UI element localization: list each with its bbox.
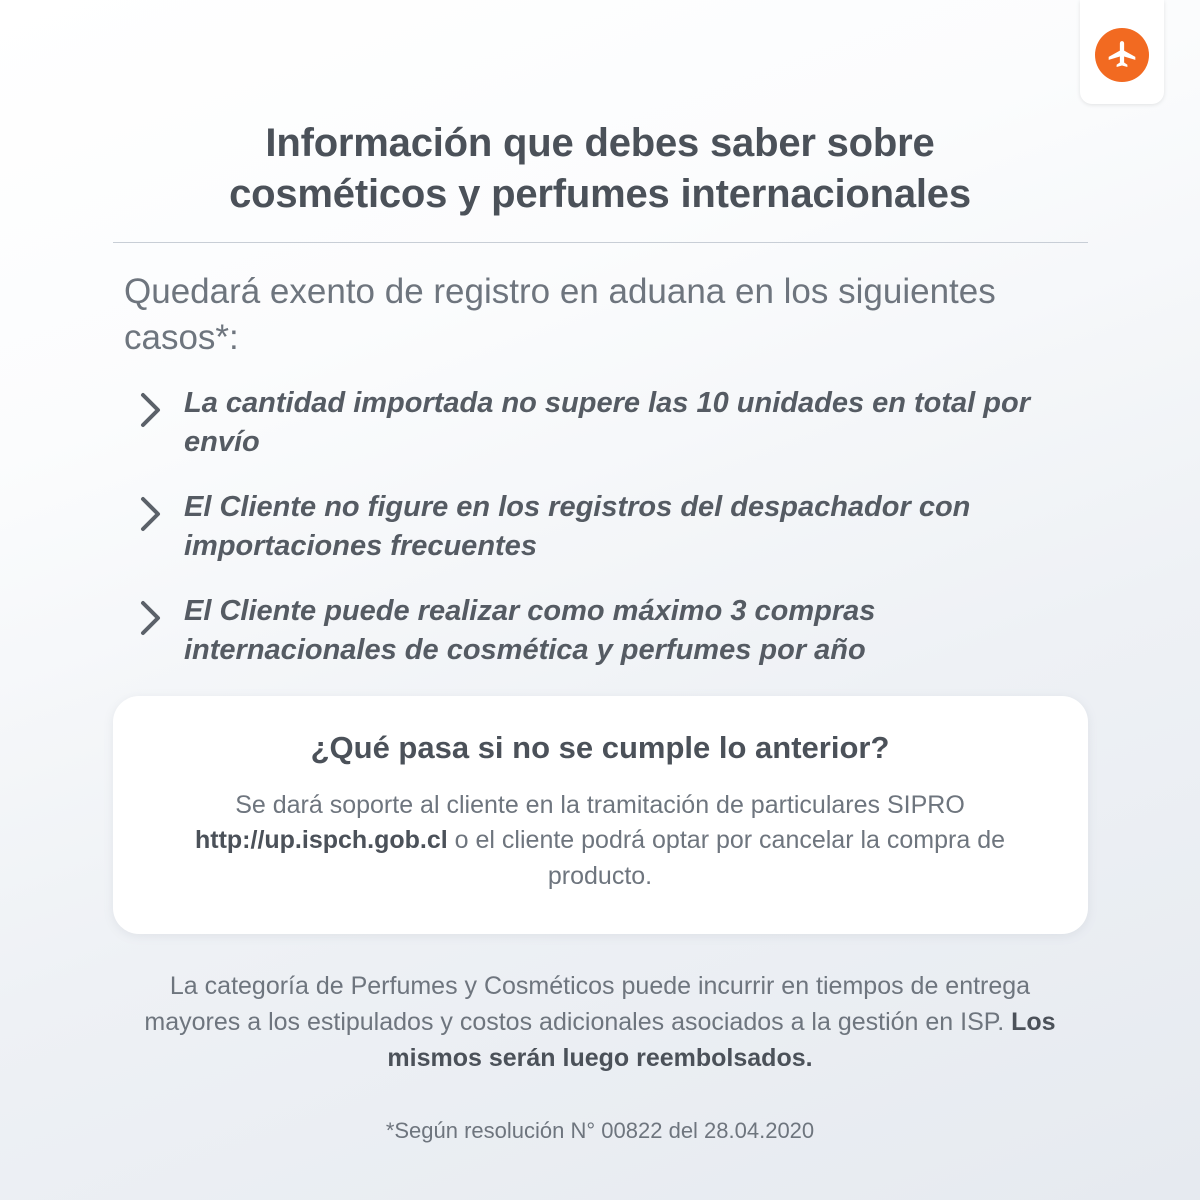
info-card-title: ¿Qué pasa si no se cumple lo anterior? — [310, 729, 890, 765]
intro-text: Quedará exento de registro en aduana en los siguientes casos*: — [124, 272, 996, 357]
disclaimer-note-bold: Los mismos serán luego reembolsados. — [387, 1008, 1056, 1073]
info-card-text-after: o el cliente podrá optar por cancelar la compra de producto. — [447, 826, 1005, 890]
list-item — [138, 592, 1088, 670]
chevron-right-icon — [138, 488, 184, 534]
page-title — [112, 0, 1088, 220]
list-item-label: La cantidad importada no supere las 10 unidades en total por envío — [184, 387, 1031, 459]
list-item-label: El Cliente no figure en los registros del despachador con importaciones frecuentes — [184, 491, 971, 562]
info-card — [113, 696, 1088, 935]
info-card-link[interactable]: http://up.ispch.gob.cl — [194, 826, 448, 855]
chevron-right-icon — [138, 384, 184, 430]
footnote: *Según resolución N° 00822 del 28.04.2020 — [385, 1118, 815, 1144]
list-item — [138, 384, 1088, 462]
bullet-list — [138, 384, 1088, 669]
disclaimer-note — [120, 968, 1080, 1076]
page-title-line-1: Información que debes saber sobre — [265, 121, 935, 165]
list-item-label: El Cliente puede realizar como máximo 3 compras internacionales de cosmética y perfumes por año — [184, 594, 876, 666]
list-item — [138, 488, 1088, 566]
info-card-body — [173, 788, 1028, 895]
chevron-right-icon — [138, 592, 184, 638]
info-card-text-before: Se dará soporte al cliente en la tramitación de particulares SIPRO — [235, 790, 965, 819]
title-divider — [113, 242, 1088, 243]
disclaimer-note-plain: La categoría de Perfumes y Cosméticos puede incurrir en tiempos de entrega mayores a los estipulados y costos adicionales asociados a la gestión en ISP. — [144, 972, 1031, 1037]
page-title-line-2: cosméticos y perfumes internacionales — [229, 172, 971, 217]
